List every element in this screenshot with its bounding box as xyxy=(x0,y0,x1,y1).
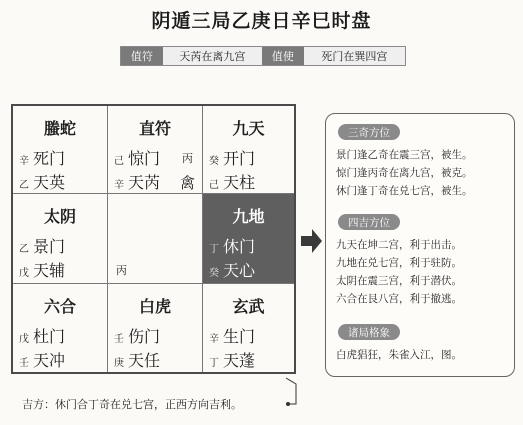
zhishi-value: 死门在巽四宫 xyxy=(304,47,405,65)
earth-stem: 己 xyxy=(209,180,219,191)
earth-stem: 丁 xyxy=(209,358,219,369)
door-label: 死门 xyxy=(33,149,66,168)
door-label: 生门 xyxy=(223,327,256,346)
line: 九天在坤二宫，利于出击。 xyxy=(336,239,462,251)
footer-label: 吉方： xyxy=(22,398,55,411)
deity-label: 白虎 xyxy=(138,297,171,316)
zhishi-label: 值使 xyxy=(262,47,304,65)
line: 惊门逢丙奇在离九宫，被克。 xyxy=(336,167,473,179)
page-title: 阴遁三局乙庚日辛巳时盘 xyxy=(151,10,372,32)
zhifu-value: 天芮在离九宫 xyxy=(163,47,262,65)
heaven-stem: 壬 xyxy=(114,334,124,345)
earth-stem: 癸 xyxy=(209,268,219,279)
deity-label: 六合 xyxy=(43,297,76,316)
extra-stem: 丙 xyxy=(182,152,193,165)
deity-label: 直符 xyxy=(138,119,171,138)
star-label: 天蓬 xyxy=(223,351,256,370)
deity-label: 九地 xyxy=(232,207,265,226)
earth-stem: 庚 xyxy=(114,358,124,369)
star-label: 天辅 xyxy=(33,261,66,280)
star-label: 天冲 xyxy=(33,351,66,370)
zhifu-label: 值符 xyxy=(121,47,163,65)
heaven-stem: 癸 xyxy=(209,156,219,167)
star-label: 天芮 xyxy=(128,173,161,192)
heaven-stem: 戊 xyxy=(19,334,29,345)
star-label: 天心 xyxy=(223,261,256,280)
heaven-stem: 乙 xyxy=(19,244,29,255)
earth-stem: 乙 xyxy=(19,180,29,191)
door-label: 开门 xyxy=(223,149,256,168)
section-tag-geju: 诸局格象 xyxy=(338,324,400,340)
extra-star: 禽 xyxy=(180,174,196,192)
star-label: 天任 xyxy=(128,351,161,370)
door-label: 惊门 xyxy=(128,149,161,168)
star-label: 天英 xyxy=(33,173,66,192)
section-tag-siji: 四吉方位 xyxy=(338,214,400,230)
line: 景门逢乙奇在震三宫，被生。 xyxy=(336,149,473,161)
center-stem: 丙 xyxy=(116,264,127,277)
line: 九地在兑七宫，利于驻防。 xyxy=(336,257,462,269)
deity-label: 螣蛇 xyxy=(43,119,76,138)
heaven-stem: 丁 xyxy=(209,244,219,255)
door-label: 伤门 xyxy=(128,327,161,346)
footer-note xyxy=(22,396,242,412)
earth-stem: 戊 xyxy=(19,268,29,279)
deity-label: 九天 xyxy=(232,119,265,138)
deity-label: 玄武 xyxy=(232,297,265,316)
door-label: 景门 xyxy=(33,237,66,256)
footer-text: 休门合丁奇在兑七宫，正西方向吉利。 xyxy=(55,398,242,411)
line: 白虎猖狂，朱雀入江，图。 xyxy=(336,349,462,361)
section-tag-sanqi: 三奇方位 xyxy=(338,124,400,140)
earth-stem: 壬 xyxy=(19,358,29,369)
deity-label: 太阴 xyxy=(43,207,76,226)
earth-stem: 辛 xyxy=(114,180,124,191)
heaven-stem: 辛 xyxy=(209,334,219,345)
heaven-stem: 辛 xyxy=(19,156,29,167)
door-label: 休门 xyxy=(223,237,256,256)
heaven-stem: 己 xyxy=(114,156,124,167)
line: 休门逢丁奇在兑七宫，被生。 xyxy=(336,185,473,197)
line: 六合在艮八宫，利于撤逃。 xyxy=(336,293,462,305)
door-label: 杜门 xyxy=(33,327,66,346)
line: 太阴在震三宫，利于潜伏。 xyxy=(336,275,462,287)
star-label: 天柱 xyxy=(223,173,256,192)
